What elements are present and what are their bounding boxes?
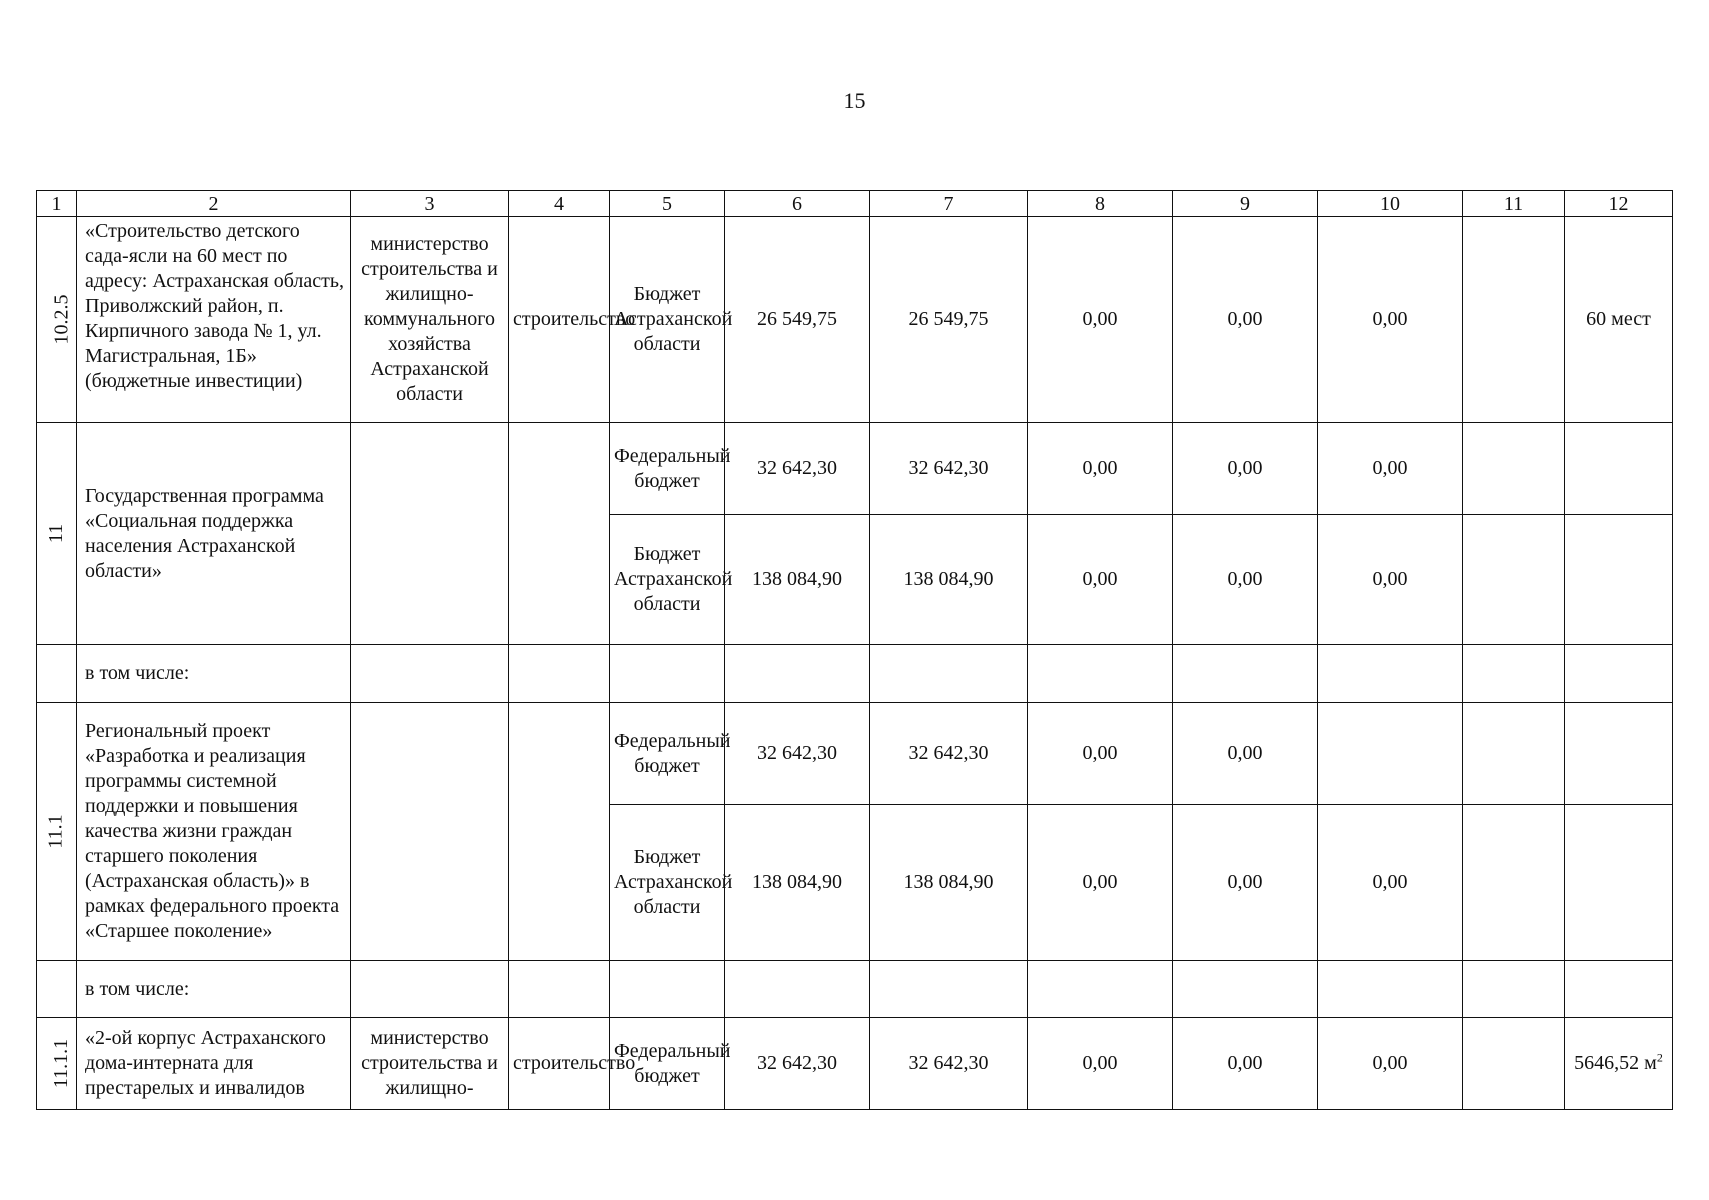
row-number: 10.2.5 [37, 217, 77, 423]
cell-9: 0,00 [1173, 217, 1318, 423]
cell-10: 0,00 [1318, 217, 1463, 423]
cell-7: 138 084,90 [870, 805, 1028, 961]
row-number: 11 [37, 423, 77, 645]
cell-8: 0,00 [1028, 423, 1173, 515]
cell-6: 26 549,75 [725, 217, 870, 423]
cell-6: 32 642,30 [725, 703, 870, 805]
cell-12 [1565, 515, 1673, 645]
row-number [37, 645, 77, 703]
cell-10: 0,00 [1318, 423, 1463, 515]
table-row [37, 703, 1673, 805]
cell-12 [1565, 805, 1673, 961]
column-header: 9 [1173, 191, 1318, 217]
column-header: 6 [725, 191, 870, 217]
cell-6: 32 642,30 [725, 1018, 870, 1110]
row-executor [351, 423, 509, 645]
cell-11 [1463, 1018, 1565, 1110]
cell-8: 0,00 [1028, 1018, 1173, 1110]
cell-12 [1565, 703, 1673, 805]
row-name: в том числе: [77, 645, 351, 703]
row-name: в том числе: [77, 961, 351, 1018]
cell-10 [1318, 703, 1463, 805]
row-name: Государственная программа «Социальная поддержка населения Астраханской области» [77, 423, 351, 645]
area-value: 5646,52 м [1574, 1052, 1657, 1074]
row-name: «2-ой корпус Астраханского дома-интерната для престарелых и инвалидов [77, 1018, 351, 1110]
cell-12: 60 мест [1565, 217, 1673, 423]
row-source: Федеральный бюджет [610, 1018, 725, 1110]
cell-12 [1565, 1018, 1673, 1110]
cell-10: 0,00 [1318, 1018, 1463, 1110]
cell-6: 32 642,30 [725, 423, 870, 515]
table-row [37, 645, 1673, 703]
cell-10: 0,00 [1318, 515, 1463, 645]
cell-8: 0,00 [1028, 703, 1173, 805]
row-type: строительство [509, 217, 610, 423]
cell-11 [1463, 423, 1565, 515]
table-row [37, 1018, 1673, 1110]
row-type [509, 703, 610, 961]
cell-12 [1565, 423, 1673, 515]
cell-8: 0,00 [1028, 805, 1173, 961]
cell-8: 0,00 [1028, 217, 1173, 423]
table-row [37, 423, 1673, 515]
column-header: 2 [77, 191, 351, 217]
cell-7: 138 084,90 [870, 515, 1028, 645]
cell-11 [1463, 217, 1565, 423]
row-executor: министерство строительства и жилищно-коммунального хозяйства Астраханской области [351, 217, 509, 423]
cell-9: 0,00 [1173, 423, 1318, 515]
cell-8: 0,00 [1028, 515, 1173, 645]
cell-9: 0,00 [1173, 805, 1318, 961]
cell-7: 32 642,30 [870, 1018, 1028, 1110]
column-header: 10 [1318, 191, 1463, 217]
table-header-row [37, 191, 1673, 217]
column-header: 5 [610, 191, 725, 217]
row-executor [351, 703, 509, 961]
row-number: 11.1.1 [37, 1018, 77, 1110]
cell-6: 138 084,90 [725, 515, 870, 645]
cell-9: 0,00 [1173, 703, 1318, 805]
row-number: 11.1 [37, 703, 77, 961]
table-row [37, 217, 1673, 423]
row-name: Региональный проект «Разработка и реализация программы системной поддержки и повышения качества жизни граждан старшего поколения (Астраханская область)» в рамках федерального проекта «Старшее поколение» [77, 703, 351, 961]
table-row [37, 961, 1673, 1018]
column-header: 1 [37, 191, 77, 217]
column-header: 3 [351, 191, 509, 217]
row-number [37, 961, 77, 1018]
row-type [509, 423, 610, 645]
cell-11 [1463, 515, 1565, 645]
row-source: Бюджет Астраханской области [610, 217, 725, 423]
row-executor: министерство строительства и жилищно- [351, 1018, 509, 1110]
cell-9: 0,00 [1173, 1018, 1318, 1110]
cell-7: 32 642,30 [870, 423, 1028, 515]
row-source: Федеральный бюджет [610, 423, 725, 515]
cell-11 [1463, 703, 1565, 805]
cell-6: 138 084,90 [725, 805, 870, 961]
column-header: 8 [1028, 191, 1173, 217]
row-source: Бюджет Астраханской области [610, 515, 725, 645]
row-type: строительство [509, 1018, 610, 1110]
page-number: 15 [843, 88, 866, 113]
cell-9: 0,00 [1173, 515, 1318, 645]
row-source: Федеральный бюджет [610, 703, 725, 805]
row-name: «Строительство детского сада-ясли на 60 мест по адресу: Астраханская область, Приволжский район, п. Кирпичного завода № 1, ул. Магистральная, 1Б» (бюджетные инвестиции) [77, 217, 351, 423]
cell-7: 32 642,30 [870, 703, 1028, 805]
cell-7: 26 549,75 [870, 217, 1028, 423]
budget-table [36, 190, 1673, 1110]
column-header: 4 [509, 191, 610, 217]
column-header: 12 [1565, 191, 1673, 217]
cell-10: 0,00 [1318, 805, 1463, 961]
column-header: 11 [1463, 191, 1565, 217]
row-source: Бюджет Астраханской области [610, 805, 725, 961]
column-header: 7 [870, 191, 1028, 217]
cell-11 [1463, 805, 1565, 961]
area-unit-superscript: 2 [1656, 1050, 1663, 1065]
